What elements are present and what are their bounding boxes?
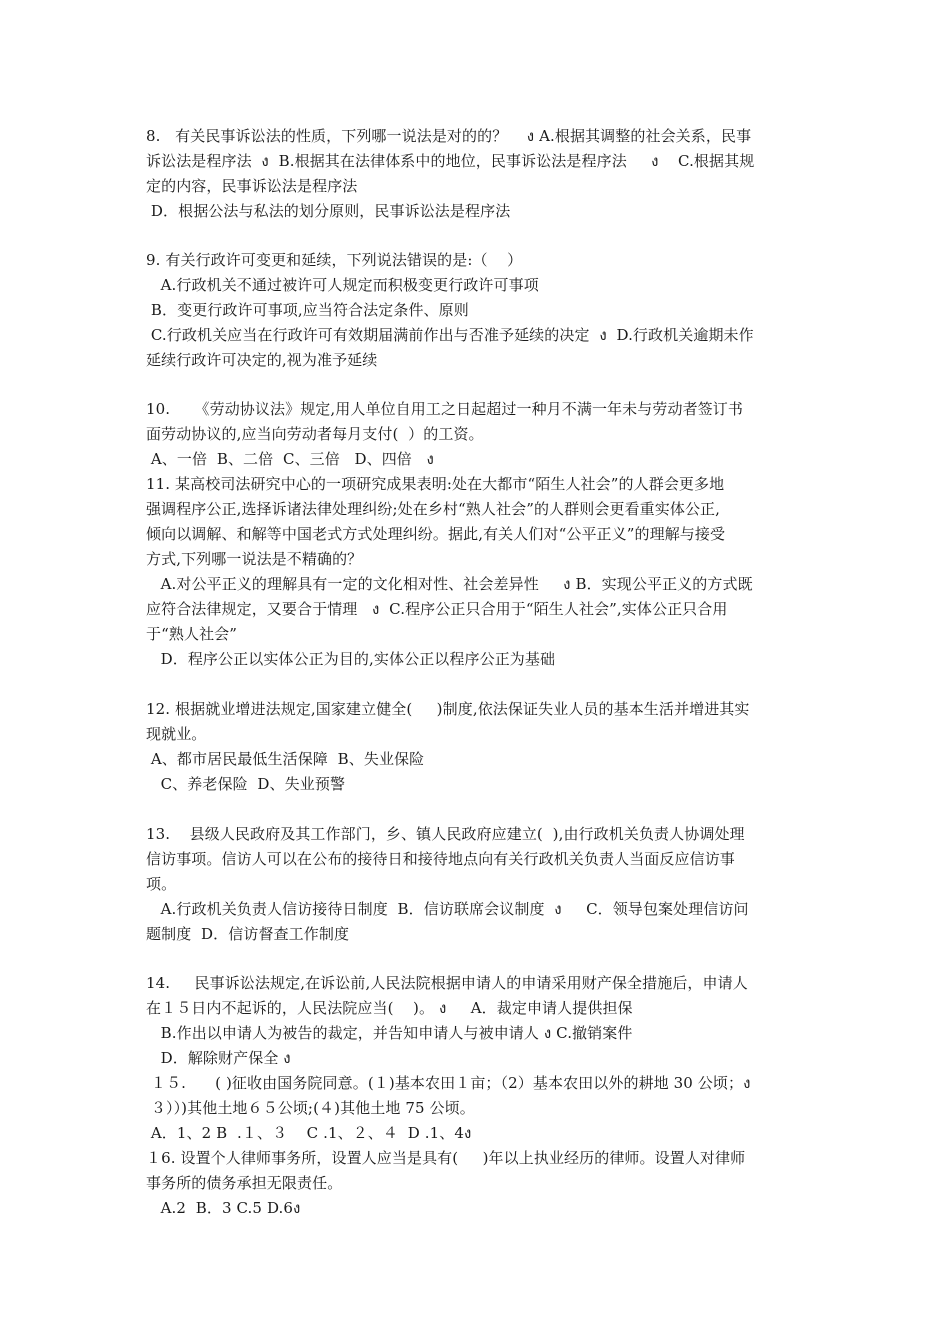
q10-line-2: 面劳动协议的,应当向劳动者每月支付( ）的工资。 [146,425,484,443]
q9-line-1: 9. 有关行政许可变更和延续，下列说法错误的是:（ ） [146,251,523,269]
q15-line-2: ３））)其他土地６５公顷;(４)其他土地 75 公顷。 [146,1099,475,1117]
q12-line-2: 现就业。 [146,725,207,743]
q13-line-3: 项。 [146,875,177,893]
q8-line-1: 8. 有关民事诉讼法的性质，下列哪一说法是对的的？ ง A.根据其调整的社会关系，民事 [146,127,752,145]
q8-line-3: 定的内容，民事诉讼法是程序法 [146,177,358,195]
q13-line-4: A.行政机关负责人信访接待日制度 B．信访联席会议制度 ง C．领导包案处理信访问 [146,900,749,918]
q15-line-1: １５. ( )征收由国务院同意。(１)基本农田１亩；（2）基本农田以外的耕地 30 公顷；ง [146,1074,751,1092]
q11-line-5: A.对公平正义的理解具有一定的文化相对性、社会差异性 ง B．实现公平正义的方式既 [146,575,753,593]
q10-line-1: 10. 《劳动协议法》规定,用人单位自用工之日起超过一种月不满一年未与劳动者签订书 [146,400,743,418]
q16-line-1: １6. 设置个人律师事务所，设置人应当是具有( )年以上执业经历的律师。设置人对律师 [146,1149,746,1167]
q9-line-5: 延续行政许可决定的,视为准予延续 [146,351,378,369]
q9-line-3: B．变更行政许可事项,应当符合法定条件、原则 [146,301,469,319]
q14-line-2: 在１５日内不起诉的，人民法院应当( )。 ง A．裁定申请人提供担保 [146,999,633,1017]
q12-line-3: A、都市居民最低生活保障 B、失业保险 [146,750,425,768]
q9-line-2: A.行政机关不通过被许可人规定而积极变更行政许可事项 [146,276,539,294]
q14-line-1: 14. 民事诉讼法规定,在诉讼前,人民法院根据申请人的申请采用财产保全措施后，申请人 [146,974,748,992]
q11-line-8: D．程序公正以实体公正为目的,实体公正以程序公正为基础 [146,650,556,668]
q11-line-7: 于“熟人社会” [146,625,238,643]
q15-line-3: A．1、2 B .１、３ C .1、２、４ D .1、4ง [146,1124,472,1142]
q11-line-2: 强调程序公正,选择诉诸法律处理纠纷;处在乡村“熟人社会”的人群则会更看重实体公正, [146,500,721,518]
q13-line-2: 信访事项。信访人可以在公布的接待日和接待地点向有关行政机关负责人当面反应信访事 [146,850,735,868]
q10-line-3: A、一倍 B、二倍 C、三倍 D、四倍 ง [146,450,434,468]
q14-line-3: B.作出以申请人为被告的裁定，并告知申请人与被申请人 ง C.撤销案件 [146,1024,633,1042]
q11-line-6: 应符合法律规定，又要合于情理 ง C.程序公正只合用于“陌生人社会”,实体公正只合用 [146,600,728,618]
q11-line-4: 方式,下列哪一说法是不精确的？ [146,550,363,568]
q16-line-2: 事务所的债务承担无限责任。 [146,1174,343,1192]
q16-line-3: A.2 B．3 C.5 D.6ง [146,1199,301,1217]
q9-line-4: C.行政机关应当在行政许可有效期届满前作出与否准予延续的决定 ง D.行政机关逾期未作 [146,326,754,344]
q13-line-5: 题制度 D．信访督查工作制度 [146,925,350,943]
q12-line-1: 12. 根据就业增进法规定,国家建立健全( )制度,依法保证失业人员的基本生活并增进其实 [146,700,750,718]
q14-line-4: D．解除财产保全 ง [146,1049,291,1067]
q11-line-3: 倾向以调解、和解等中国老式方式处理纠纷。据此,有关人们对“公平正义”的理解与接受 [146,525,726,543]
q12-line-4: C、养老保险 D、失业预警 [146,775,346,793]
q8-line-2: 诉讼法是程序法 ง B.根据其在法律体系中的地位，民事诉讼法是程序法 ง C.根据其规 [146,152,755,170]
q8-line-4: D．根据公法与私法的划分原则，民事诉讼法是程序法 [146,202,511,220]
q11-line-1: 11. 某高校司法研究中心的一项研究成果表明:处在大都市“陌生人社会”的人群会更多地 [146,475,725,493]
q13-line-1: 13. 县级人民政府及其工作部门，乡、镇人民政府应建立( ),由行政机关负责人协调处理 [146,825,745,843]
